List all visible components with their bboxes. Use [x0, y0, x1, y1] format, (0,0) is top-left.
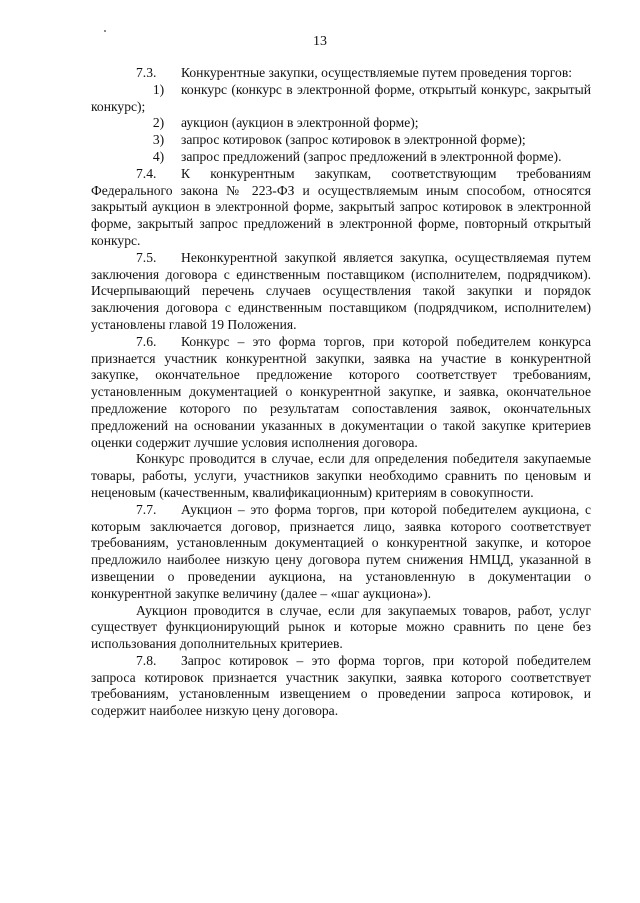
paragraph-text: Неконкурентной закупкой является закупка, осуществляемая путем заключения договора с единственным поставщиком (исполнителем, подрядчиком). Исчерпывающий перечень случаев осуществления такой закупки и порядок заключения договора с единственным поставщиком (подрядчиком, исполнителем) установлены главой 19 Положения. [91, 249, 591, 332]
paragraph-7-6 [91, 334, 591, 452]
paragraph-text: К конкурентным закупкам, соответствующим требованиям Федерального закона № 223-ФЗ и осуществляемым иным способом, относятся закрытый аукцион в электронной форме, закрытый запрос котировок в электронной форме, закрытый запрос предложений в электронной форме, повторный открытый конкурс. [91, 165, 591, 248]
paragraph-text: Конкурс – это форма торгов, при которой победителем конкурса признается участник конкурентной закупки, заявка на участие в конкурентной закупке, окончательное предложение которого соответствует требованиям, установленным документацией о конкурентной закупке, и заявка, окончательное предложение которого по результатам сопоставления заявок, окончательных предложений на основании указанных в документации о такой закупке критериев оценки содержит лучшие условия исполнения договора. [91, 333, 591, 450]
paragraph-auction-conditions [91, 603, 591, 653]
list-item-3 [91, 132, 591, 149]
paragraph-text: Аукцион – это форма торгов, при которой победителем аукциона, с которым заключается договор, признается лицо, заявка которого соответствует требованиям, установленным документацией о конкурентной закупке, и которое предложило наиболее низкую цену договора путем снижения НМЦД, указанной в извещении о проведении аукциона, на установленную в документации о конкурентной закупке величину (далее – «шаг аукциона»). [91, 501, 591, 601]
clause-number: 7.7. [136, 501, 157, 517]
list-item-2 [91, 115, 591, 132]
paragraph-7-5 [91, 250, 591, 334]
list-number: 3) [152, 132, 165, 148]
list-number: 1) [152, 81, 165, 97]
paragraph-7-7 [91, 502, 591, 603]
list-number: 4) [152, 148, 165, 164]
clause-number: 7.5. [136, 249, 157, 265]
paragraph-7-4 [91, 166, 591, 250]
list-text: запрос предложений (запрос предложений в электронной форме). [181, 148, 562, 164]
scan-speck [104, 30, 106, 32]
paragraph-text: Конкурентные закупки, осуществляемые путем проведения торгов: [181, 65, 573, 80]
paragraph-text: Конкурс проводится в случае, если для определения победителя закупаемые товары, работы, услуги, участников закупки необходимо сравнить по ценовым и неценовым (качественным, квалификационным) критериям в совокупности. [91, 451, 591, 500]
paragraph-7-8 [91, 653, 591, 720]
document-body [91, 65, 591, 720]
clause-number: 7.3. [136, 65, 157, 80]
paragraph-contest-conditions [91, 451, 591, 501]
clause-number: 7.6. [136, 333, 157, 349]
list-text: аукцион (аукцион в электронной форме); [181, 115, 419, 131]
paragraph-text: Запрос котировок – это форма торгов, при которой победителем запроса котировок признается участник закупки, заявка которого соответствует требованиям, установленным извещением о проведении запроса котировок, и содержит наиболее низкую цену договора. [91, 652, 591, 719]
clause-number: 7.4. [136, 165, 157, 181]
paragraph-text: Аукцион проводится в случае, если для закупаемых товаров, работ, услуг существует функционирующий рынок и которые можно сравнить по цене без использования дополнительных критериев. [91, 602, 591, 652]
list-number: 2) [152, 115, 165, 131]
paragraph-7-3 [91, 65, 591, 82]
clause-number: 7.8. [136, 652, 157, 668]
list-text: запрос котировок (запрос котировок в электронной форме); [181, 132, 526, 148]
list-item-4 [91, 149, 591, 166]
list-text: конкурс (конкурс в электронной форме, открытый конкурс, закрытый конкурс); [91, 81, 591, 114]
list-item-1 [91, 82, 591, 116]
page-number: 13 [313, 34, 327, 49]
